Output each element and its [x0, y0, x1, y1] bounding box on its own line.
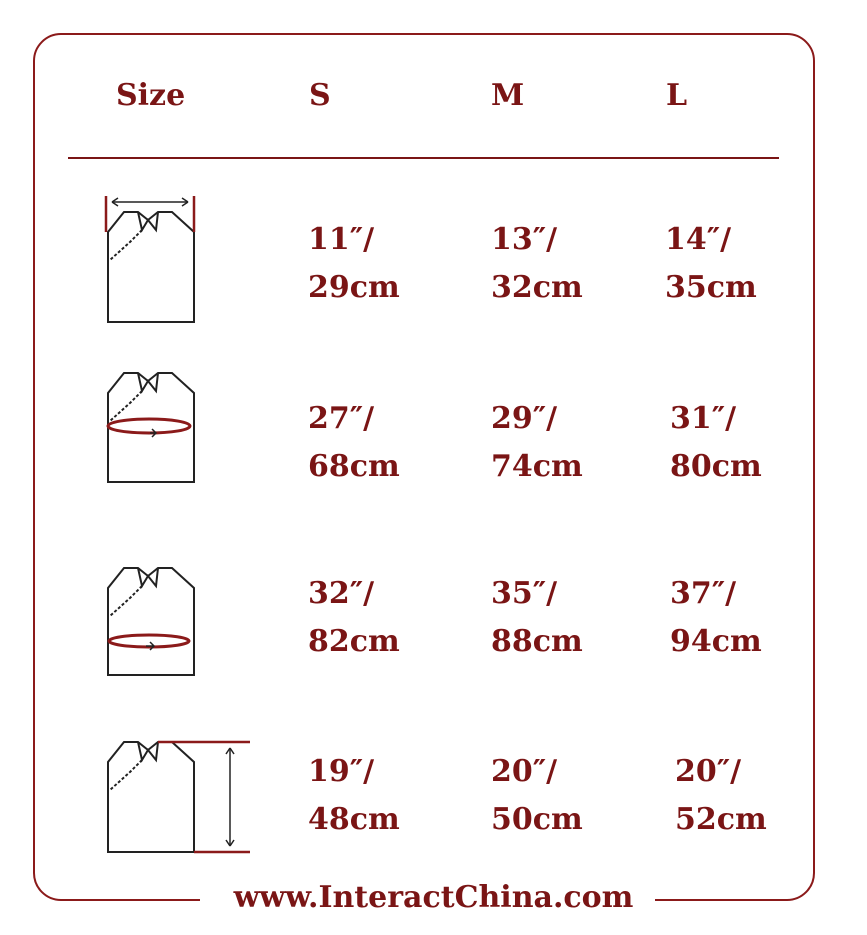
length-icon — [98, 732, 258, 860]
cell-shoulder-s: 11″/ 29cm — [308, 222, 400, 305]
cell-chest-s: 27″/ 68cm — [308, 401, 400, 484]
column-header-s: S — [309, 78, 331, 113]
chest-circumference-icon — [98, 365, 208, 487]
column-header-l: L — [666, 78, 688, 113]
cell-length-l: 20″/ 52cm — [675, 754, 767, 837]
size-header-label: Size — [116, 78, 186, 113]
cell-length-s: 19″/ 48cm — [308, 754, 400, 837]
cell-length-m: 20″/ 50cm — [491, 754, 583, 837]
cell-shoulder-l: 14″/ 35cm — [665, 222, 757, 305]
shoulder-width-icon — [98, 190, 208, 325]
cell-chest-l: 31″/ 80cm — [670, 401, 762, 484]
cell-shoulder-m: 13″/ 32cm — [491, 222, 583, 305]
waist-circumference-icon — [98, 560, 208, 682]
column-header-m: M — [491, 78, 525, 113]
header-divider — [68, 157, 779, 159]
cell-waist-l: 37″/ 94cm — [670, 576, 762, 659]
cell-waist-s: 32″/ 82cm — [308, 576, 400, 659]
website-footer: www.InteractChina.com — [233, 880, 634, 915]
cell-waist-m: 35″/ 88cm — [491, 576, 583, 659]
cell-chest-m: 29″/ 74cm — [491, 401, 583, 484]
